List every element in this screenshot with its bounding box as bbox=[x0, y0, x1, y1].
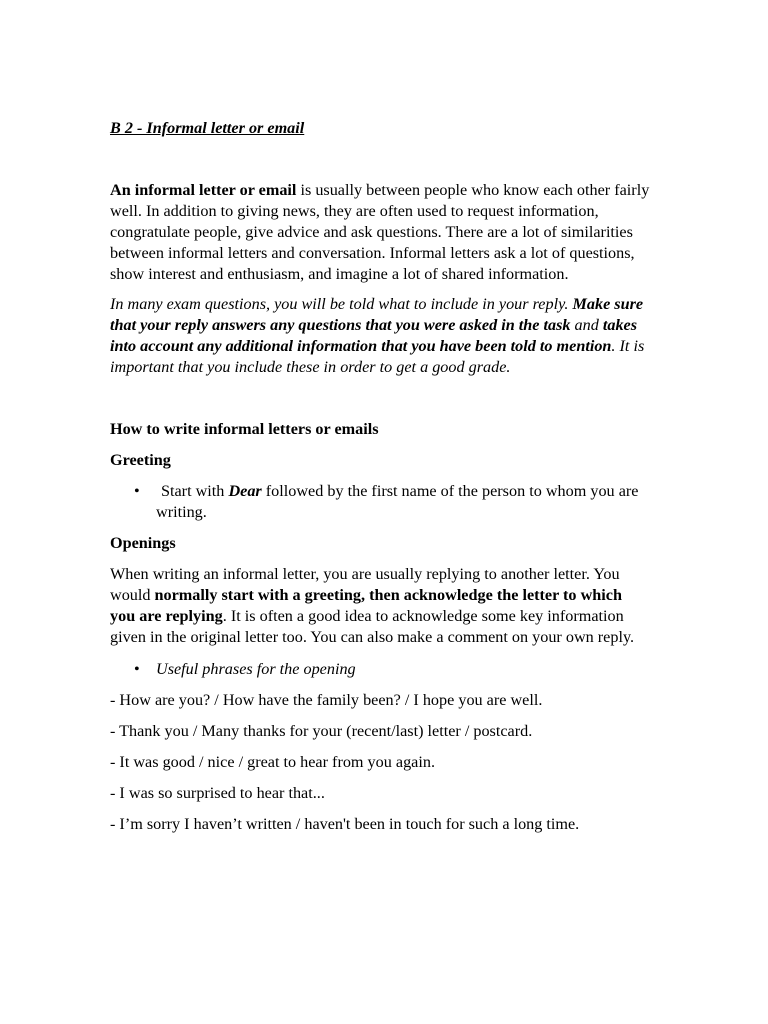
list-item bbox=[110, 659, 650, 680]
openings-text2: . It is often a good idea to acknowledge some key information given in the original letter too. You can also make a comment on your own reply. bbox=[110, 607, 635, 646]
openings-heading: Openings bbox=[110, 534, 176, 552]
exam-note-part1: In many exam questions, you will be told what to include in your reply. bbox=[110, 295, 573, 313]
openings-text1: When writing an informal letter, you are usually replying to another letter. You would bbox=[110, 565, 620, 604]
greeting-after: followed by the first name of the person to whom you are writing. bbox=[156, 482, 639, 521]
useful-phrases-list bbox=[110, 659, 650, 680]
phrase-line: - It was good / nice / great to hear from you again. bbox=[110, 753, 435, 771]
list-item bbox=[110, 481, 650, 523]
greeting-before: Start with bbox=[161, 482, 229, 500]
intro-paragraph bbox=[110, 180, 650, 285]
openings-paragraph bbox=[110, 564, 650, 648]
phrase-line: - I’m sorry I haven’t written / haven't been in touch for such a long time. bbox=[110, 815, 580, 833]
exam-note-bold1: Make sure that your reply answers any questions that you were asked in the task bbox=[110, 295, 644, 334]
exam-note-part2: and bbox=[570, 316, 603, 334]
greeting-list bbox=[110, 481, 650, 523]
exam-note-part3: . It is important that you include these in order to get a good grade. bbox=[110, 337, 645, 376]
greeting-bullet-text bbox=[156, 482, 638, 521]
document-title: B 2 - Informal letter or email bbox=[110, 119, 305, 137]
phrase-line: - Thank you / Many thanks for your (recent/last) letter / postcard. bbox=[110, 722, 533, 740]
phrase-line: - How are you? / How have the family been? / I hope you are well. bbox=[110, 691, 543, 709]
how-to-heading: How to write informal letters or emails bbox=[110, 420, 379, 438]
document-page bbox=[110, 118, 650, 835]
exam-note-bold2: takes into account any additional information that you have been told to mention bbox=[110, 316, 638, 355]
useful-phrases-label: Useful phrases for the opening bbox=[156, 660, 356, 678]
bullet-icon: • bbox=[134, 660, 140, 678]
openings-bold: normally start with a greeting, then acknowledge the letter to which you are replying bbox=[110, 586, 622, 625]
greeting-heading: Greeting bbox=[110, 451, 171, 469]
phrase-line: - I was so surprised to hear that... bbox=[110, 784, 325, 802]
intro-text: is usually between people who know each other fairly well. In addition to giving news, they are often used to request information, congratulate people, give advice and ask questions. There are a lot of similarities between informal letters and conversation. Informal letters ask a lot of questions, show interest and enthusiasm, and imagine a lot of shared information. bbox=[110, 181, 650, 283]
bullet-icon: • bbox=[134, 482, 140, 500]
intro-lead: An informal letter or email bbox=[110, 181, 297, 199]
exam-note-paragraph bbox=[110, 294, 650, 378]
greeting-dear: Dear bbox=[228, 482, 262, 500]
